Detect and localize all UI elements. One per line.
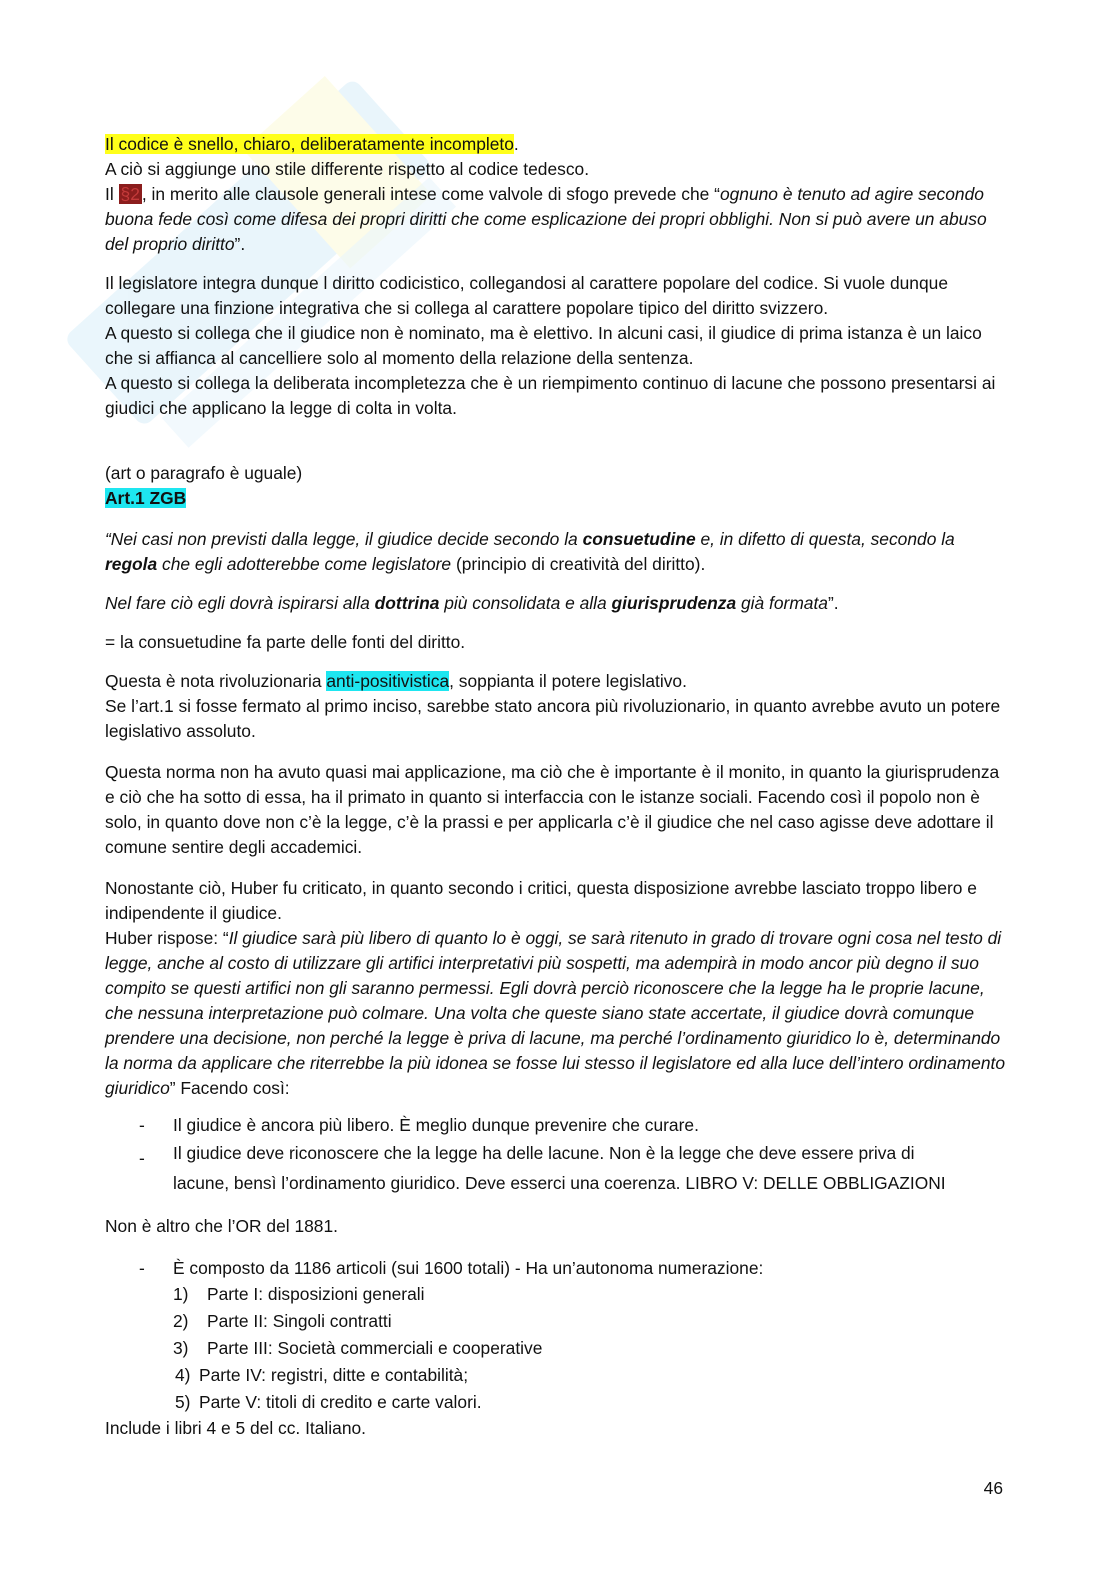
- list-item: - È composto da 1186 articoli (sui 1600 totali) - Ha un’autonoma numerazione:: [105, 1256, 1005, 1281]
- list-item: 5) Parte V: titoli di credito e carte valori.: [175, 1392, 482, 1412]
- highlight-cyan: Art.1 ZGB: [105, 488, 187, 508]
- quote-paragraph: “Nei casi non previsti dalla legge, il giudice decide secondo la consuetudine e, in difetto di questa, secondo la regola che egli adotterebbe come legislatore (principio di creatività del diritto).: [105, 529, 955, 574]
- highlight-red-mark: §2: [120, 184, 140, 204]
- paragraph: A questo si collega la deliberata incompletezza che è un riempimento continuo di lacune che possono presentarsi ai giudici che applicano la legge di colta in volta.: [105, 373, 996, 418]
- list-item: 1) Parte I: disposizioni generali: [173, 1284, 425, 1304]
- paragraph: A questo si collega che il giudice non è nominato, ma è elettivo. In alcuni casi, il giudice di prima istanza è un laico che si affianca al cancelliere solo al momento della relazione della sentenza.: [105, 323, 982, 368]
- paragraph: Non è altro che l’OR del 1881.: [105, 1216, 338, 1236]
- paragraph: Se l’art.1 si fosse fermato al primo inciso, sarebbe stato ancora più rivoluzionario, in quanto avrebbe avuto un potere legislativo assoluto.: [105, 696, 1001, 741]
- numbered-list: [105, 1281, 1005, 1416]
- paragraph-intro: Il codice è snello, chiaro, deliberatamente incompleto.: [105, 134, 519, 154]
- document-body: [105, 132, 1005, 1441]
- list-item: 3) Parte III: Società commerciali e cooperative: [173, 1338, 543, 1358]
- paragraph: A ciò si aggiunge uno stile differente rispetto al codice tedesco.: [105, 159, 590, 179]
- section-heading: [105, 486, 1005, 511]
- quote-paragraph: Nel fare ciò egli dovrà ispirarsi alla dottrina più consolidata e alla giurisprudenza già formata”.: [105, 593, 839, 613]
- highlight-yellow: Il codice è snello, chiaro, deliberatamente incompleto: [105, 134, 514, 154]
- list-item: - Il giudice è ancora più libero. È meglio dunque prevenire che curare.: [105, 1113, 1005, 1138]
- paragraph: Nonostante ciò, Huber fu criticato, in quanto secondo i critici, questa disposizione avrebbe lasciato troppo libero e indipendente il giudice.: [105, 878, 977, 923]
- bullet-list: [105, 1113, 1005, 1200]
- paragraph: Questa norma non ha avuto quasi mai applicazione, ma ciò che è importante è il monito, in quanto la giurisprudenza e ciò che ha sotto di essa, ha il primato in quanto si interfaccia con le istanze sociali. Facendo così il popolo non è solo, in quanto dove non c’è la legge, c’è la prassi e per applicarla c’è il giudice che nel caso agisse deve adottare il comune sentire degli accademici.: [105, 762, 1000, 857]
- paragraph: = la consuetudine fa parte delle fonti del diritto.: [105, 632, 466, 652]
- quote-text: ognuno è tenuto ad agire secondo buona fede così come difesa dei propri diritti che come esplicazione dei propri obblighi. Non si può avere un abuso del proprio diritto: [105, 184, 987, 254]
- page-number: 46: [983, 1478, 1003, 1498]
- paragraph: Questa è nota rivoluzionaria anti-positivistica, soppianta il potere legislativo.: [105, 671, 687, 691]
- quote-text: Il giudice sarà più libero di quanto lo è oggi, se sarà ritenuto in grado di trovare ogni cosa nel testo di legge, anche al costo di utilizzare gli artifici interpretativi più sospetti, ma adempirà in modo ancor più degno il suo compito se questi artifici non gli saranno permessi. Egli dovrà perciò riconoscere che la legge ha le proprie lacune, che nessuna interpretazione può colmare. Una volta che queste siano state accertate, il giudice dovrà comunque prendere una decisione, non perché la legge è priva di lacune, ma perché l’ordinamento giuridico lo è, determinando la norma da applicare che riterrebbe la più idonea se fosse lui stesso il legislatore ed alla luce dell’intero ordinamento giuridico: [105, 928, 1005, 1098]
- paragraph-clausole: Il §2 , in merito alle clausole generali intese come valvole di sfogo prevede che “ognuno è tenuto ad agire secondo buona fede così come difesa dei propri diritti che come esplicazione dei propri obblighi. Non si può avere un abuso del proprio diritto”.: [105, 184, 987, 254]
- paragraph: Il legislatore integra dunque l diritto codicistico, collegandosi al carattere popolare del codice. Si vuole dunque collegare una finzione integrativa che si collega al carattere popolare tipico del diritto svizzero.: [105, 273, 948, 318]
- list-item: 4) Parte IV: registri, ditte e contabilità;: [175, 1365, 469, 1385]
- quote-paragraph: Huber rispose: “Il giudice sarà più libero di quanto lo è oggi, se sarà ritenuto in grado di trovare ogni cosa nel testo di legge, anche al costo di utilizzare gli artifici interpretativi più sospetti, ma adempirà in modo ancor più degno il suo compito se questi artifici non gli saranno permessi. Egli dovrà perciò riconoscere che la legge ha le proprie lacune, che nessuna interpretazione può colmare. Una volta che queste siano state accertate, il giudice dovrà comunque prendere una decisione, non perché la legge è priva di lacune, ma perché l’ordinamento giuridico lo è, determinando la norma da applicare che riterrebbe la più idonea se fosse lui stesso il legislatore ed alla luce dell’intero ordinamento giuridico” Facendo così:: [105, 928, 1005, 1098]
- paragraph-note: (art o paragrafo è uguale): [105, 463, 303, 483]
- bullet-list: [105, 1256, 1005, 1281]
- paragraph: Include i libri 4 e 5 del cc. Italiano.: [105, 1418, 367, 1438]
- highlight-cyan: anti-positivistica: [326, 671, 450, 691]
- list-item: - Il giudice deve riconoscere che la legge ha delle lacune. Non è la legge che deve essere priva di lacune, bensì l’ordinamento giuridico. Deve esserci una coerenza. LIBRO V: DELLE OBBLIGAZIONI: [105, 1141, 1005, 1200]
- list-item: 2) Parte II: Singoli contratti: [173, 1311, 392, 1331]
